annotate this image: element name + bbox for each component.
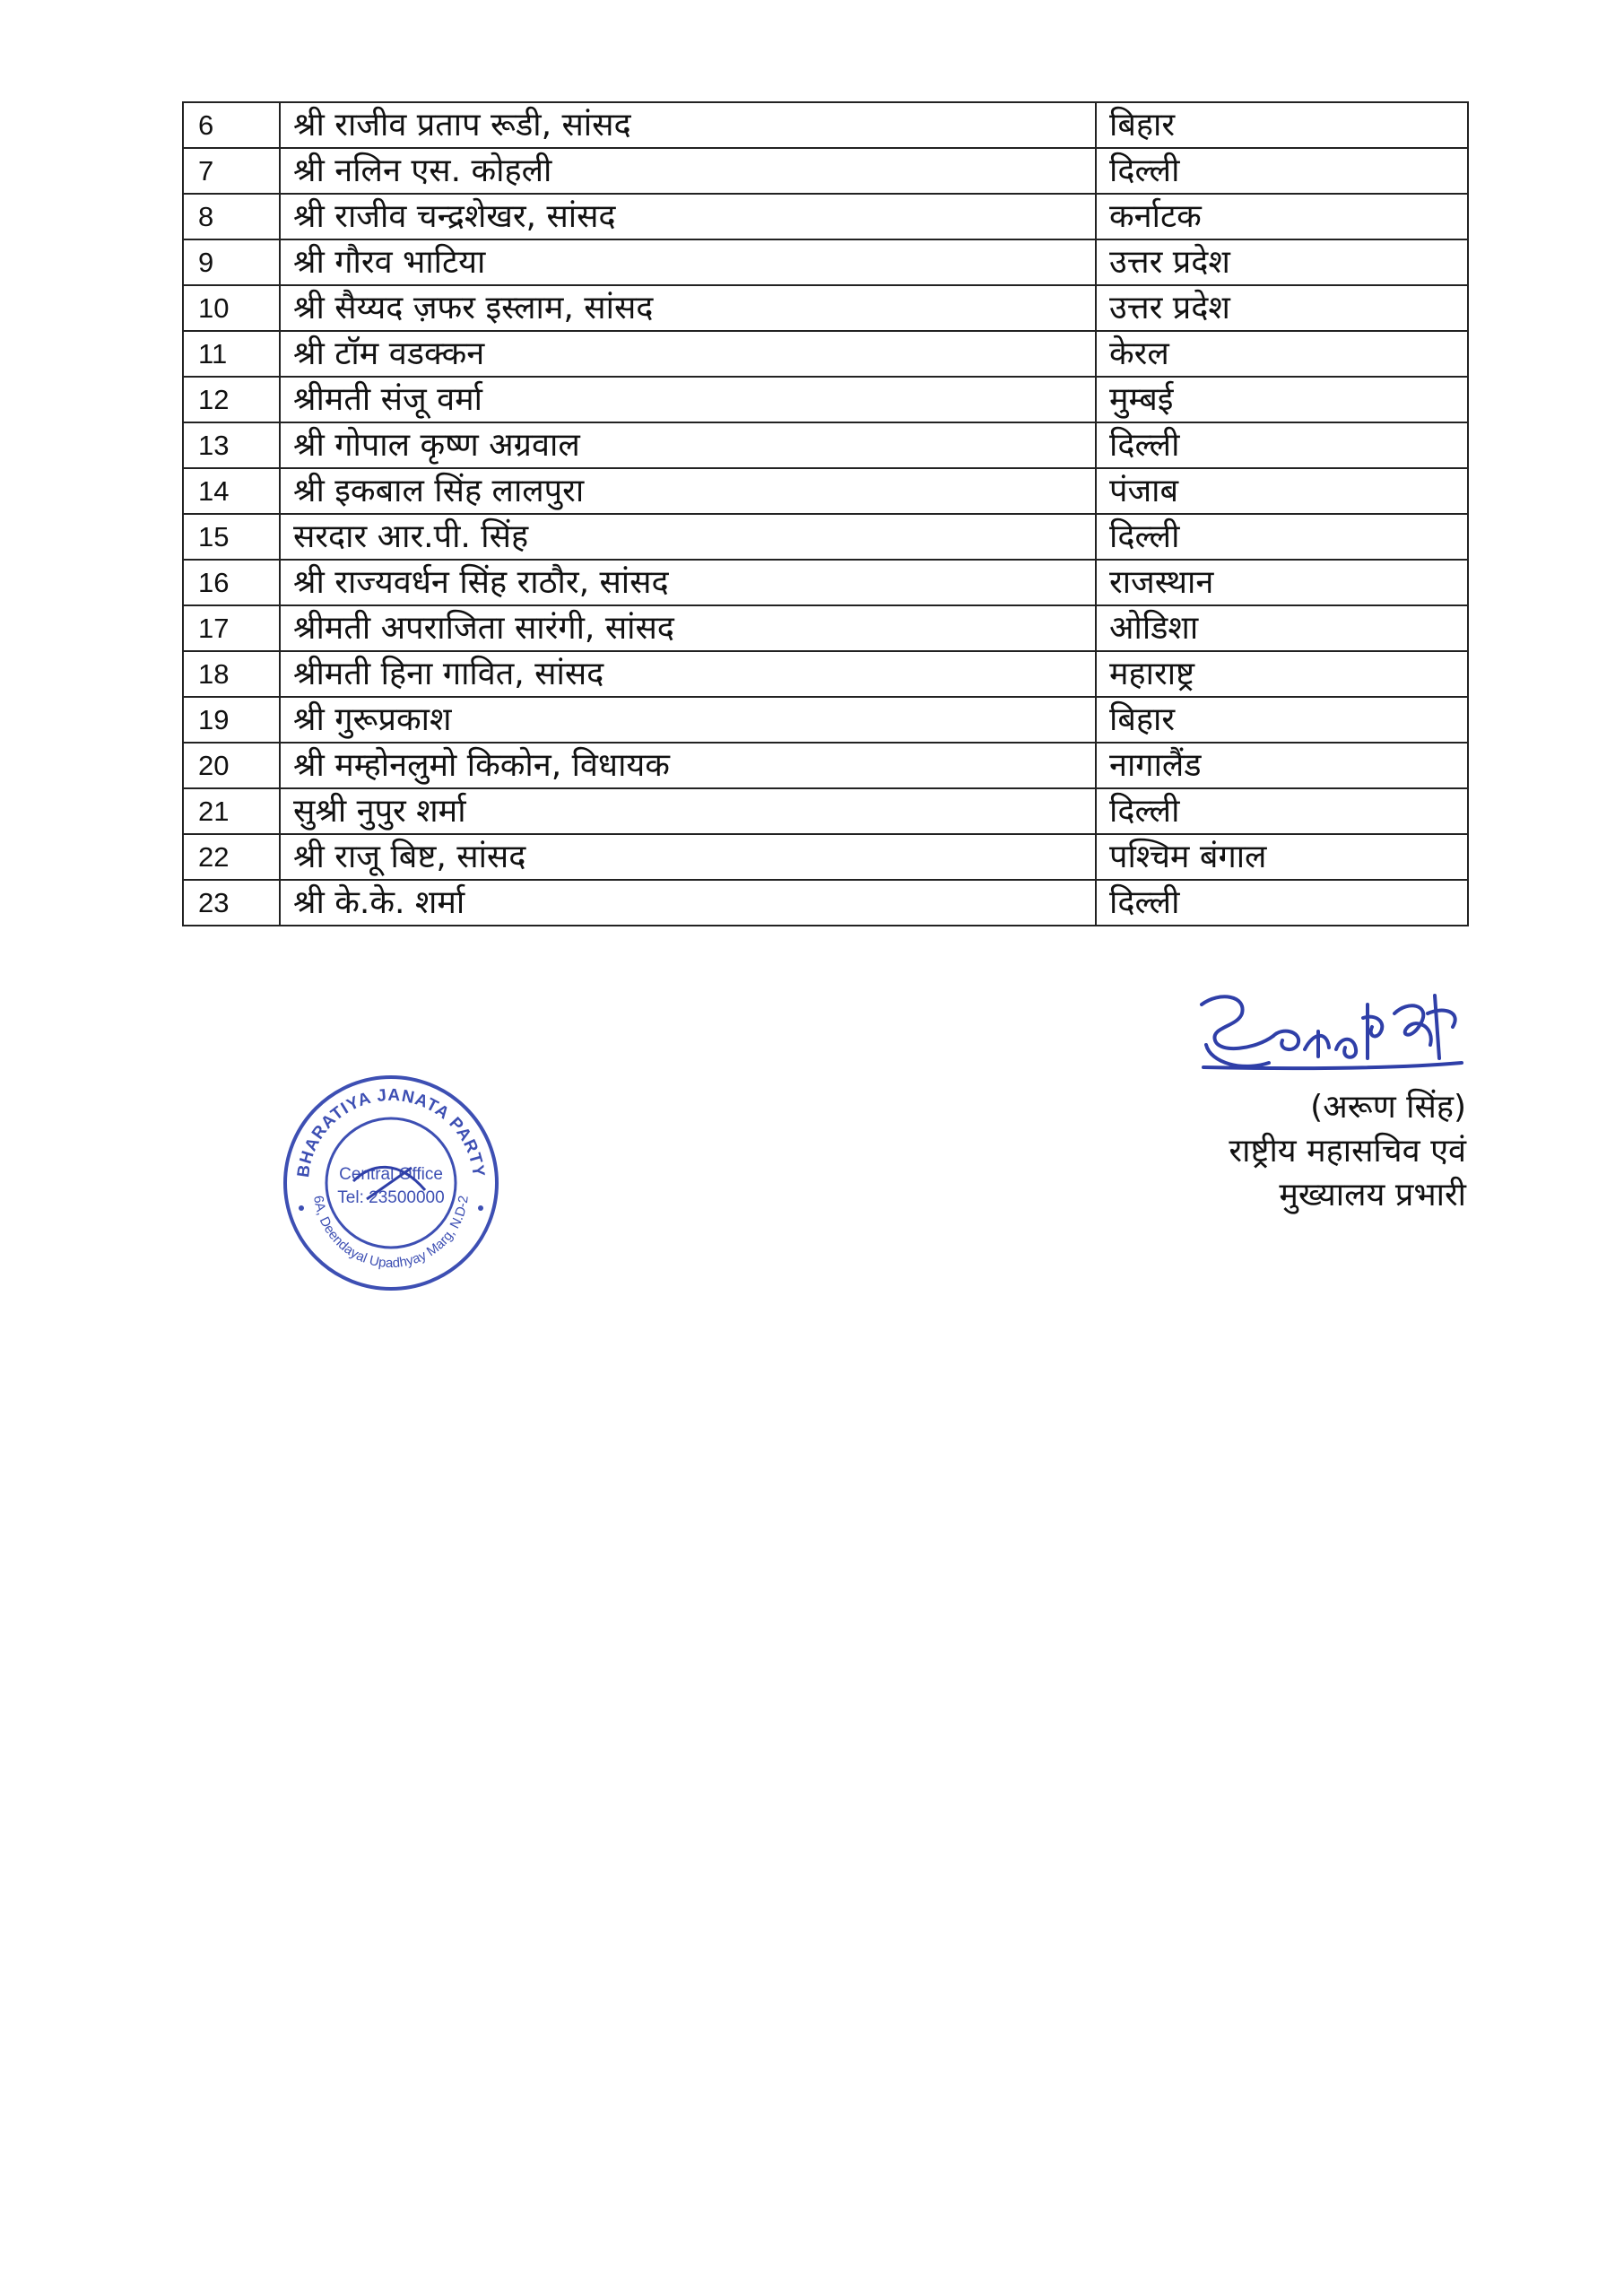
serial-number-cell: 16 [183,560,280,605]
state-cell: केरल [1096,331,1468,377]
seal-center-line1: Central Office [339,1165,443,1184]
table-row [183,148,1468,194]
member-name-cell: श्री इकबाल सिंह लालपुरा [280,468,1096,514]
seal-lower-text: 6A, Deendayal Upadhyay Marg, N.D-2 [310,1195,472,1272]
serial-number-cell: 8 [183,194,280,239]
member-name-cell: श्री टॉम वडक्कन [280,331,1096,377]
table-row [183,697,1468,743]
member-name-cell: श्री नलिन एस. कोहली [280,148,1096,194]
table-row [183,102,1468,148]
serial-number-cell: 20 [183,743,280,788]
state-cell: पश्चिम बंगाल [1096,834,1468,880]
member-name-cell: श्री राज्यवर्धन सिंह राठौर, सांसद [280,560,1096,605]
table-row [183,514,1468,560]
seal-center-line2: Tel: 23500000 [337,1188,445,1207]
member-name-cell: श्रीमती संजू वर्मा [280,377,1096,422]
serial-number-cell: 13 [183,422,280,468]
serial-number-cell: 21 [183,788,280,834]
state-cell: बिहार [1096,102,1468,148]
serial-number-cell: 6 [183,102,280,148]
serial-number-cell: 15 [183,514,280,560]
serial-number-cell: 11 [183,331,280,377]
handwritten-signature [1193,987,1480,1090]
signatory-office: मुख्यालय प्रभारी [1279,1177,1466,1213]
state-cell: उत्तर प्रदेश [1096,285,1468,331]
serial-number-cell: 10 [183,285,280,331]
table-row [183,331,1468,377]
serial-number-cell: 22 [183,834,280,880]
state-cell: कर्नाटक [1096,194,1468,239]
member-name-cell: सरदार आर.पी. सिंह [280,514,1096,560]
member-name-cell: श्री गौरव भाटिया [280,239,1096,285]
member-name-cell: श्री राजीव प्रताप रूडी, सांसद [280,102,1096,148]
state-cell: महाराष्ट्र [1096,651,1468,697]
signatory-block [1229,1085,1466,1217]
seal-outer-text: BHARATIYA JANATA PARTY [294,1085,488,1179]
serial-number-cell: 9 [183,239,280,285]
signatory-designation: राष्ट्रीय महासचिव एवं [1229,1133,1466,1170]
members-table-body [183,102,1468,926]
party-seal [282,1074,500,1292]
table-row [183,285,1468,331]
member-name-cell: श्री सैय्यद ज़फर इस्लाम, सांसद [280,285,1096,331]
table-row [183,834,1468,880]
state-cell: नागालैंड [1096,743,1468,788]
table-row [183,239,1468,285]
table-row [183,422,1468,468]
state-cell: दिल्ली [1096,788,1468,834]
table-row [183,468,1468,514]
table-row [183,651,1468,697]
member-name-cell: श्री गोपाल कृष्ण अग्रवाल [280,422,1096,468]
member-name-cell: श्री गुरूप्रकाश [280,697,1096,743]
state-cell: ओडिशा [1096,605,1468,651]
serial-number-cell: 14 [183,468,280,514]
serial-number-cell: 17 [183,605,280,651]
member-name-cell: सुश्री नुपुर शर्मा [280,788,1096,834]
state-cell: बिहार [1096,697,1468,743]
member-name-cell: श्रीमती अपराजिता सारंगी, सांसद [280,605,1096,651]
state-cell: पंजाब [1096,468,1468,514]
state-cell: उत्तर प्रदेश [1096,239,1468,285]
member-name-cell: श्री राजीव चन्द्रशेखर, सांसद [280,194,1096,239]
serial-number-cell: 12 [183,377,280,422]
serial-number-cell: 23 [183,880,280,926]
serial-number-cell: 7 [183,148,280,194]
member-name-cell: श्रीमती हिना गावित, सांसद [280,651,1096,697]
state-cell: दिल्ली [1096,514,1468,560]
state-cell: दिल्ली [1096,422,1468,468]
table-row [183,605,1468,651]
state-cell: राजस्थान [1096,560,1468,605]
member-name-cell: श्री राजू बिष्ट, सांसद [280,834,1096,880]
state-cell: दिल्ली [1096,880,1468,926]
member-name-cell: श्री मम्होनलुमो किकोन, विधायक [280,743,1096,788]
state-cell: दिल्ली [1096,148,1468,194]
member-name-cell: श्री के.के. शर्मा [280,880,1096,926]
table-row [183,743,1468,788]
table-row [183,560,1468,605]
state-cell: मुम्बई [1096,377,1468,422]
table-row [183,880,1468,926]
table-row [183,377,1468,422]
serial-number-cell: 19 [183,697,280,743]
table-row [183,788,1468,834]
serial-number-cell: 18 [183,651,280,697]
members-table [182,101,1469,926]
table-row [183,194,1468,239]
signatory-name: (अरूण सिंह) [1310,1089,1466,1126]
